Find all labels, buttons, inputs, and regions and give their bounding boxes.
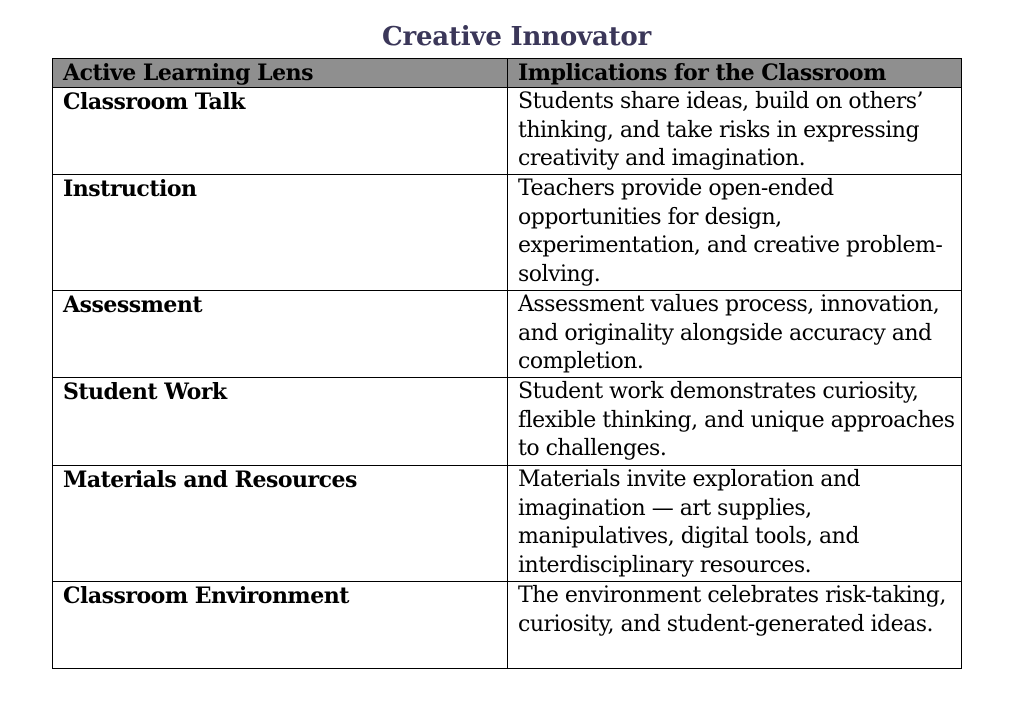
table-row bbox=[53, 378, 962, 466]
lens-table bbox=[52, 58, 962, 669]
table-row bbox=[53, 466, 962, 582]
lens-cell: Classroom Environment bbox=[53, 582, 508, 669]
lens-cell: Student Work bbox=[53, 378, 508, 466]
implications-cell: The environment celebrates risk-taking, curiosity, and student-generated ideas. bbox=[508, 582, 962, 669]
implications-cell: Student work demonstrates curiosity, flexible thinking, and unique approaches to challenges. bbox=[508, 378, 962, 466]
lens-cell: Classroom Talk bbox=[53, 88, 508, 175]
table-header-row bbox=[53, 59, 962, 88]
table-row bbox=[53, 291, 962, 378]
implications-cell: Materials invite exploration and imagination — art supplies, manipulatives, digital tools, and interdisciplinary resources. bbox=[508, 466, 962, 582]
implications-cell: Students share ideas, build on others’ thinking, and take risks in expressing creativity and imagination. bbox=[508, 88, 962, 175]
implications-cell: Teachers provide open-ended opportunities for design, experimentation, and creative problem-solving. bbox=[508, 175, 962, 291]
lens-cell: Instruction bbox=[53, 175, 508, 291]
table-row bbox=[53, 582, 962, 669]
column-header-lens: Active Learning Lens bbox=[53, 59, 508, 88]
table-row bbox=[53, 88, 962, 175]
table-row bbox=[53, 175, 962, 291]
lens-cell: Materials and Resources bbox=[53, 466, 508, 582]
page-title: Creative Innovator bbox=[381, 22, 652, 52]
lens-cell: Assessment bbox=[53, 291, 508, 378]
column-header-implications: Implications for the Classroom bbox=[508, 59, 962, 88]
implications-cell: Assessment values process, innovation, and originality alongside accuracy and completion. bbox=[508, 291, 962, 378]
